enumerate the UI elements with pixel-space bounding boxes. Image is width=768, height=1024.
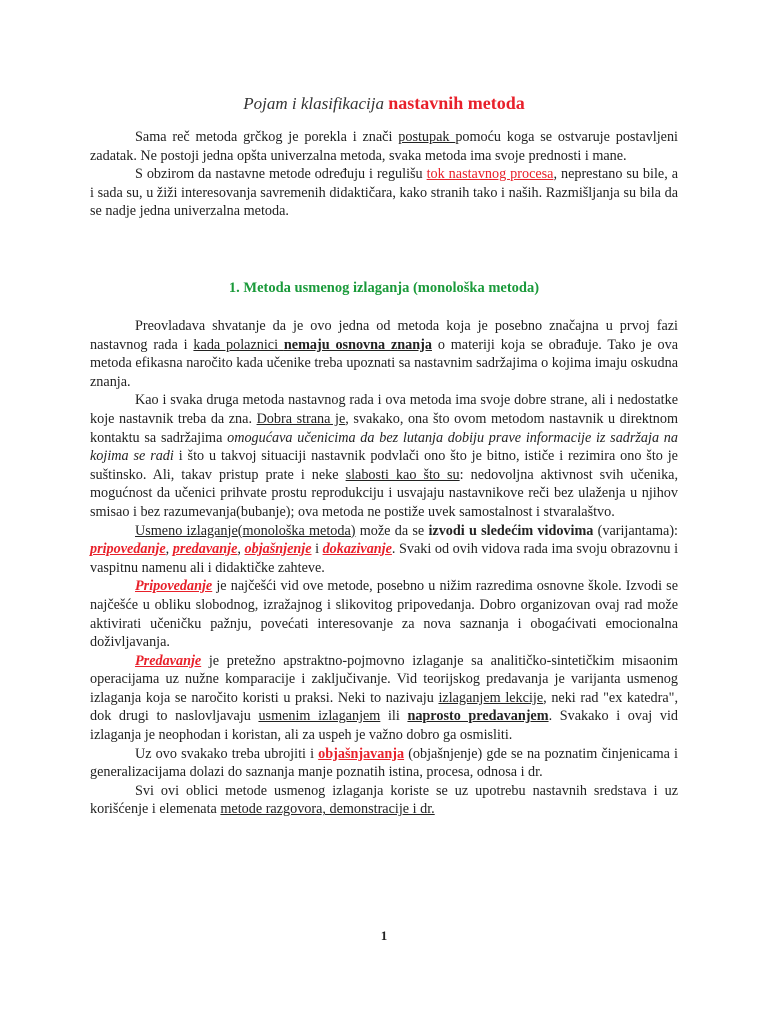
section-paragraph-6: Uz ovo svakako treba ubrojiti i objašnjavanja (objašnjenje) gde se na poznatim činjenicama i generalizacijama dolazi do saznanja manje poznatih istina, procesa, odnosa i dr. bbox=[90, 745, 678, 781]
page-number: 1 bbox=[380, 928, 388, 943]
title-part-2: nastavnih metoda bbox=[388, 93, 525, 113]
section-paragraph-4: Pripovedanje je najčešći vid ove metode, posebno u nižim razredima osnovne škole. Izvodi se najčešće u obliku slobodnog, izražajnog i slikovitog pripovedanja. Dobro organizovan ovaj rad može aktivirati učeničku pažnju, povećati interesovanje za nova saznanja i obogaćivati emocionalna doživljavanja. bbox=[90, 578, 678, 651]
page-title bbox=[90, 93, 678, 114]
title-part-1: Pojam i klasifikacija bbox=[243, 94, 389, 113]
section-body bbox=[90, 317, 678, 819]
section-paragraph-7: Svi ovi oblici metode usmenog izlaganja koriste se uz upotrebu nastavnih sredstava i uz korišćenje i elemenata metode razgovora, demonstracije i dr. bbox=[90, 782, 678, 818]
section-heading: 1. Metoda usmenog izlaganja (monološka metoda) bbox=[228, 280, 540, 296]
intro-paragraph-2: S obzirom da nastavne metode određuju i regulišu tok nastavnog procesa, neprestano su bile, a i sada su, u žiži interesovanja savremenih didaktičara, kako stranih tako i naših. Razmišljanja su bila da se nadje jedna univerzalna metoda. bbox=[90, 166, 678, 220]
intro-section bbox=[90, 128, 678, 221]
document-page bbox=[90, 0, 678, 1024]
link-tok-nastavnog-procesa[interactable]: tok nastavnog procesa bbox=[426, 166, 554, 183]
section-paragraph-3: Usmeno izlaganje(monološka metoda) može da se izvodi u sledećim vidovima (varijantama): pripovedanje, predavanje, objašnjenje i dokazivanje. Svaki od ovih vidova rada ima svoju obrazovnu i vaspitnu namenu ali i didaktičke zahteve. bbox=[90, 522, 679, 576]
intro-paragraph-1: Sama reč metoda grčkog je porekla i znači postupak pomoću koga se ostvaruje postavljeni zadatak. Ne postoji jedna opšta univerzalna metoda, svaka metoda ima svoje prednosti i mane. bbox=[90, 129, 678, 164]
section-paragraph-1: Preovladava shvatanje da je ovo jedna od metoda koja je posebno značajna u prvoj fazi nastavnog rada i kada polaznici nemaju osnovna znanja o materiji koja se obrađuje. Tako je ova metoda efikasna naročito kada učenike treba upoznati sa nastavnim sadržajima o kojima imaju oskudna znanja. bbox=[90, 318, 678, 390]
section-paragraph-2: Kao i svaka druga metoda nastavnog rada i ova metoda ima svoje dobre strane, ali i nedostatke koje nastavnik treba da zna. Dobra strana je, svakako, ona što ovom metodom nastavnik u direktnom kontaktu sa sadržajima omogućava učenicima da bez lutanja dobiju prave informacije iz sadržaja na kojima se radi i što u takvoj situaciji nastavnik podvlači ono što je bitno, ističe i rezimira ono što je suštinsko. Ali, takav pristup prate i neke slabosti kao što su: nedovoljna aktivnost svih učenika, mogućnost da učenici prihvate prostu reprodukciju i usvajaju nastavnikove reči bez ulaženja u njihov smisao i bez razumevanja(bubanje); ova metoda ne postiže uvek samostalnost i stvaralaštvo. bbox=[90, 392, 679, 520]
section-paragraph-5: Predavanje je pretežno apstraktno-pojmovno izlaganje sa analitičko-sintetičkim misaonim operacijama uz nužne komparacije i zaključivanje. Vid teorijskog predavanja je varijanta usmenog izlaganja koja se naročito koristi u praksi. Neki to nazivaju izlaganjem lekcije, neki rad "ex katedra", dok drugi to naslovljavaju usmenim izlaganjem ili naprosto predavanjem. Svakako i ovaj vid izlaganja je neophodan i koristan, ali za uspeh je važno dobro ga osmisliti. bbox=[90, 652, 679, 744]
